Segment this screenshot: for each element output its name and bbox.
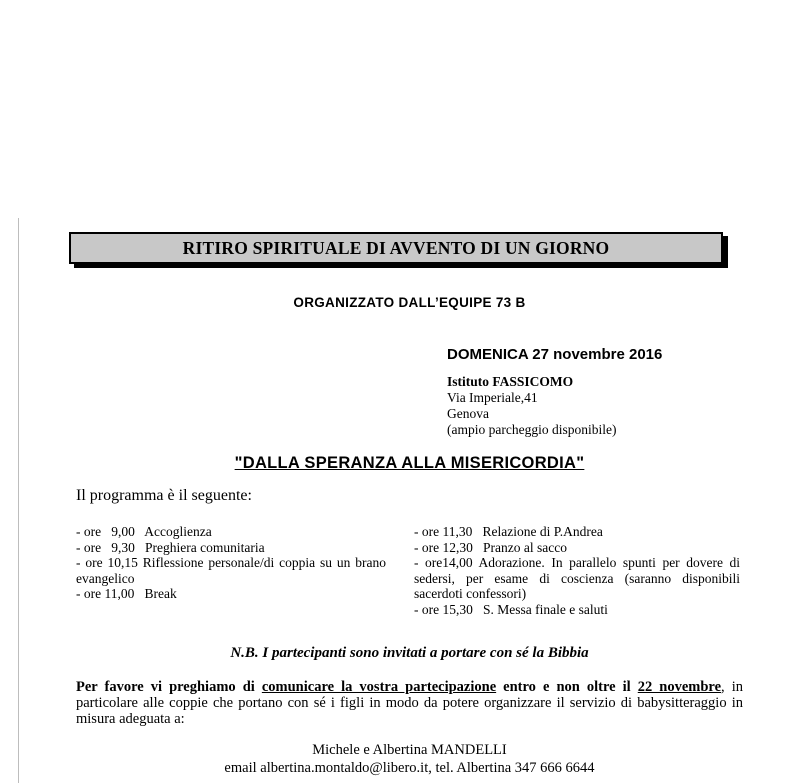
- participation-request: [76, 679, 743, 727]
- program-right-column: [414, 524, 740, 617]
- program-item: - ore 9,30 Preghiera comunitaria: [76, 539, 265, 555]
- venue-name: Istituto FASSICOMO: [447, 374, 574, 389]
- program-item: - ore 9,00 Accoglienza: [76, 524, 212, 539]
- request-lead: Per favore vi preghiamo di: [76, 679, 262, 695]
- venue-address: Via Imperiale,41: [447, 390, 538, 405]
- program-item: - ore 15,30 S. Messa finale e saluti: [414, 601, 608, 617]
- request-emphasis: comunicare la vostra partecipazione: [261, 679, 497, 695]
- page-title: RITIRO SPIRITUALE DI AVVENTO DI UN GIORNO: [69, 232, 723, 264]
- program-left-column: [76, 524, 386, 602]
- program-intro: Il programma è il seguente:: [76, 487, 252, 504]
- request-body: , in particolare alle coppie che portano con sé i figli in modo da potere organizzare il servizio di babysitteraggio in misura adeguata a:: [76, 679, 743, 727]
- contact-details: email albertina.montaldo@libero.it, tel. Albertina 347 666 6644: [224, 760, 595, 776]
- program-item: - ore 12,30 Pranzo al sacco: [414, 539, 567, 555]
- bible-note: N.B. I partecipanti sono invitati a portare con sé la Bibbia: [230, 645, 589, 661]
- organizer-line: ORGANIZZATO DALL’EQUIPE 73 B: [293, 295, 526, 310]
- contact-name: Michele e Albertina MANDELLI: [312, 742, 507, 758]
- request-deadline-lead: entro e non oltre il: [496, 679, 638, 695]
- program-item: - ore 11,00 Break: [76, 586, 177, 601]
- program-item: - ore 10,15 Riflessione personale/di coppia su un brano evangelico: [76, 555, 386, 586]
- retreat-theme: "DALLA SPERANZA ALLA MISERICORDIA": [234, 454, 585, 472]
- event-date: DOMENICA 27 novembre 2016: [447, 346, 663, 363]
- program-item: - ore 11,30 Relazione di P.Andrea: [414, 524, 603, 539]
- venue-parking: (ampio parcheggio disponibile): [447, 422, 617, 437]
- venue-block: [447, 374, 616, 438]
- program-item: - ore14,00 Adorazione. In parallelo spunti per dovere di sedersi, per esame di coscienza (saranno disponibili sacerdoti confessori): [414, 555, 740, 601]
- venue-city: Genova: [447, 406, 489, 421]
- request-deadline: 22 novembre: [637, 679, 722, 695]
